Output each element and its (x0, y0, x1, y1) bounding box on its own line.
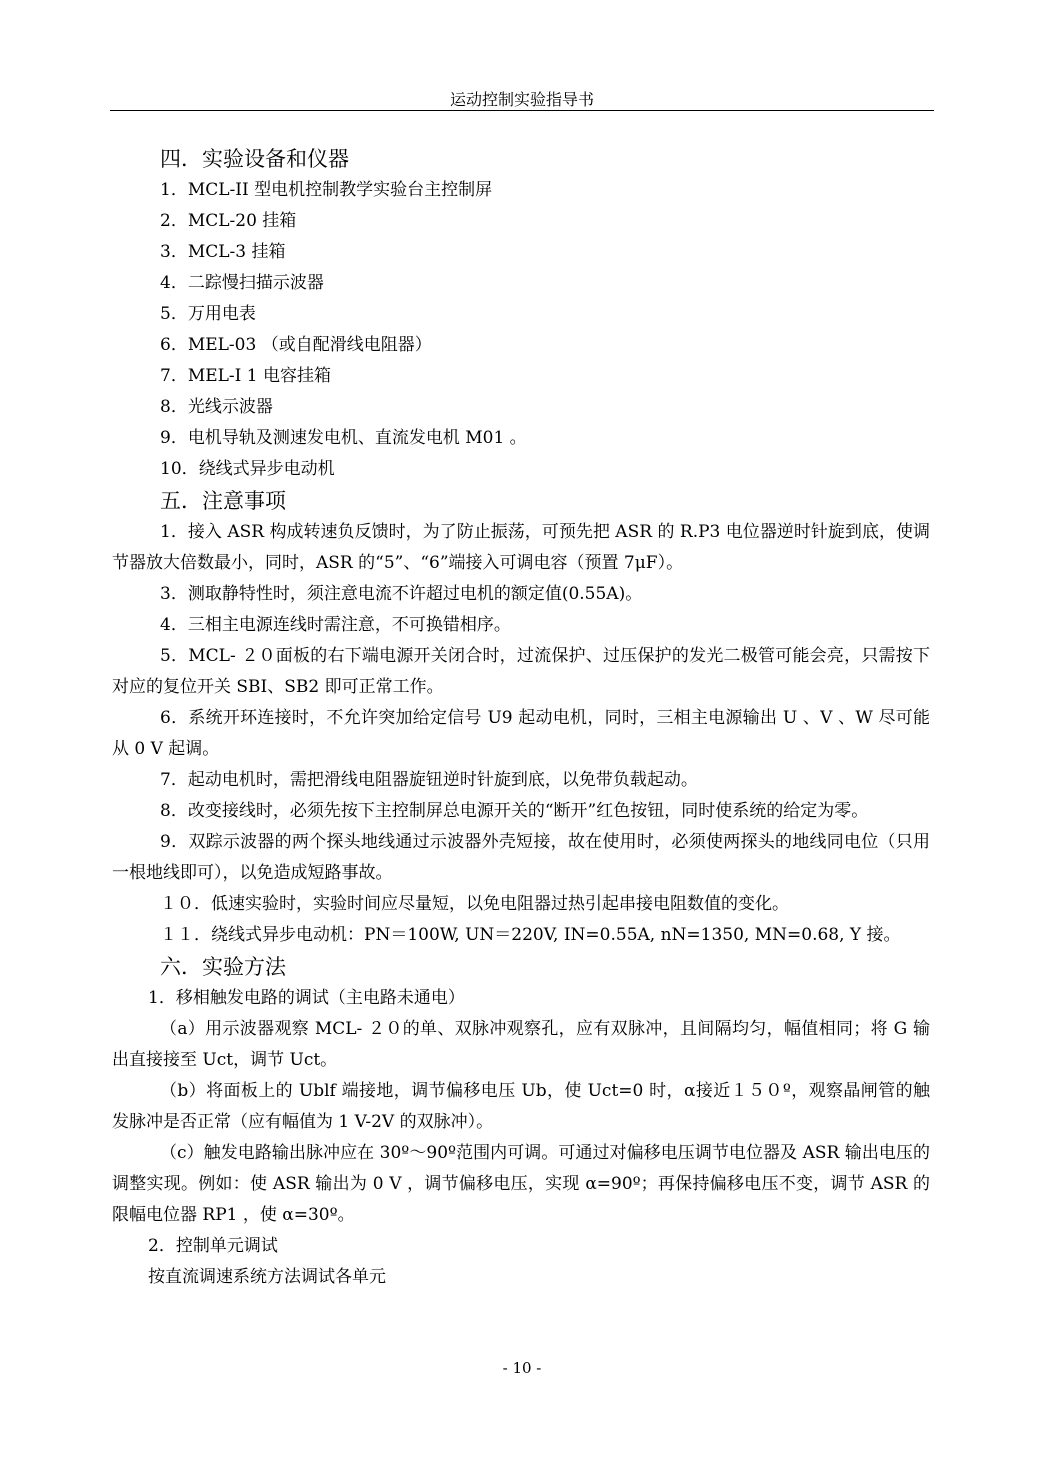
caution-paragraph-10: １０．低速实验时，实验时间应尽量短，以免电阻器过热引起串接电阻数值的变化。 (160, 894, 789, 914)
equipment-item-2: 2．MCL-20 挂箱 (160, 211, 297, 231)
method-step-1-title: 1．移相触发电路的调试（主电路未通电） (148, 988, 465, 1008)
method-step-2-text: 按直流调速系统方法调试各单元 (148, 1267, 386, 1287)
equipment-item-9: 9．电机导轨及测速发电机、直流发电机 M01 。 (160, 428, 527, 448)
page-number: - 10 - (502, 1359, 542, 1377)
caution-paragraph-1: 1．接入 ASR 构成转速负反馈时，为了防止振荡，可预先把 ASR 的 R.P3 电位器逆时针旋到底，使调节器放大倍数最小，同时，ASR 的“5”、“6”端接入可调电容（预置 7μF）。 (112, 522, 930, 573)
method-paragraph-c: （c）触发电路输出脉冲应在 30º～90º范围内可调。可通过对偏移电压调节电位器及 ASR 输出电压的调整实现。例如：使 ASR 输出为 0 V ，调节偏移电压，实现 α=90º；再保持偏移电压不变，调节 ASR 的限幅电位器 RP1 ，使 α=30º。 (112, 1143, 930, 1225)
caution-paragraph-5: 5．MCL- ２０面板的右下端电源开关闭合时，过流保护、过压保护的发光二极管可能会亮，只需按下对应的复位开关 SBI、SB2 即可正常工作。 (112, 646, 930, 697)
equipment-item-10: 10．绕线式异步电动机 (160, 459, 335, 479)
section-5-title: 五．注意事项 (160, 489, 286, 513)
caution-paragraph-11: １１．绕线式异步电动机：PN＝100W, UN＝220V, IN=0.55A, nN=1350, MN=0.68, Y 接。 (160, 925, 901, 945)
section-4-title: 四．实验设备和仪器 (160, 147, 349, 171)
equipment-item-6: 6．MEL-03 （或自配滑线电阻器） (160, 335, 432, 355)
caution-paragraph-3: 3．测取静特性时，须注意电流不许超过电机的额定值(0.55A)。 (160, 584, 643, 604)
running-header: 运动控制实验指导书 (449, 90, 594, 109)
equipment-item-4: 4．二踪慢扫描示波器 (160, 273, 324, 293)
equipment-item-3: 3．MCL-3 挂箱 (160, 242, 286, 262)
page-body (112, 143, 930, 1293)
caution-paragraph-4: 4．三相主电源连线时需注意，不可换错相序。 (160, 615, 511, 635)
method-paragraph-b: （b）将面板上的 Ublf 端接地，调节偏移电压 Ub，使 Uct=0 时，α接近１５０º，观察晶闸管的触发脉冲是否正常（应有幅值为 1 V-2V 的双脉冲）。 (112, 1081, 930, 1132)
section-6-title: 六．实验方法 (160, 955, 286, 979)
caution-paragraph-8: 8．改变接线时，必须先按下主控制屏总电源开关的“断开”红色按钮，同时使系统的给定为零。 (160, 801, 869, 821)
method-step-2-title: 2．控制单元调试 (148, 1236, 278, 1256)
caution-paragraph-6: 6．系统开环连接时，不允许突加给定信号 U9 起动电机，同时，三相主电源输出 U 、V 、W 尽可能从 0 V 起调。 (112, 708, 930, 759)
equipment-item-8: 8．光线示波器 (160, 397, 273, 417)
equipment-item-5: 5．万用电表 (160, 304, 256, 324)
equipment-item-1: 1．MCL-II 型电机控制教学实验台主控制屏 (160, 180, 493, 200)
header-rule (110, 110, 934, 111)
caution-paragraph-9: 9．双踪示波器的两个探头地线通过示波器外壳短接，故在使用时，必须使两探头的地线同电位（只用一根地线即可），以免造成短路事故。 (112, 832, 930, 883)
caution-paragraph-7: 7．起动电机时，需把滑线电阻器旋钮逆时针旋到底，以免带负载起动。 (160, 770, 698, 790)
equipment-item-7: 7．MEL-I 1 电容挂箱 (160, 366, 332, 386)
method-paragraph-a: （a）用示波器观察 MCL- ２０的单、双脉冲观察孔，应有双脉冲，且间隔均匀，幅值相同；将 G 输出直接接至 Uct，调节 Uct。 (112, 1019, 930, 1070)
